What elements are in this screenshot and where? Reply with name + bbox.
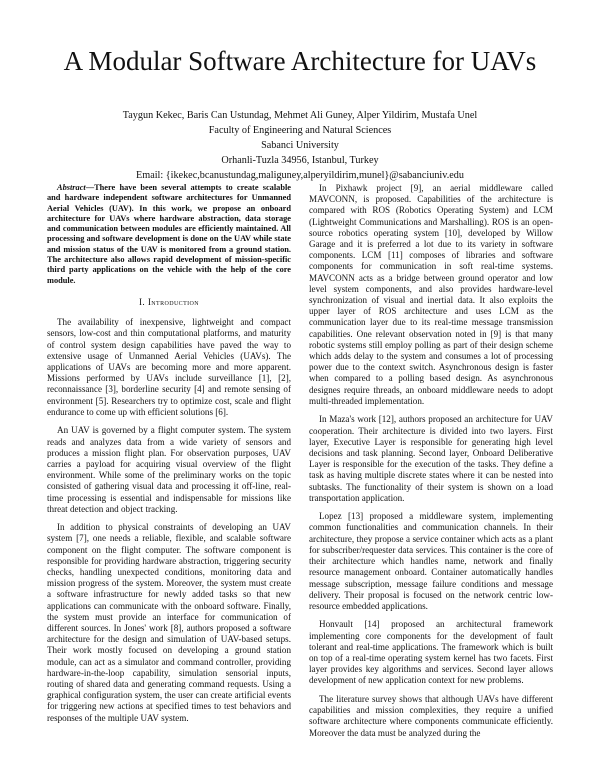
section-heading: I. Introduction — [138, 296, 200, 307]
paragraph: In Pixhawk project [9], an aerial middleware called MAVCONN, is proposed. Capabilities of the architecture is compared with ROS (Robotics Operating System) and LCM (Lightweight Communications and Marshalling). ROS is an open-source robotics operating system [10], developed by Willow Garage and it is preferred a lot due to its variety in software components. LCM [11] composes of libraries and software components for communication in soft real-time systems. MAVCONN acts as a bridge between ground operator and low level system components, and also provides hardware-level synchronization of visual and inertial data. It also exploits the upper layer of ROS architecture and uses LCM as the communication layer due to its real-time message transmission capabilities. One relevant observation noted in [9] is that many robotic systems still employ polling as part of their design scheme which adds delay to the system and consumes a lot of processing power due to the context switch. Asynchronous design is faster when compared to a polling based design. As asynchronous designes require threads, an onboard middleware needs to adopt multi-threaded implementation. — [309, 183, 553, 406]
abstract — [47, 183, 291, 286]
paragraph: Lopez [13] proposed a middleware system, implementing common functionalities and communication channels. In their architecture, they propose a service container which acts as a plant for subscriber/requester data services. This container is the core of their architecture which handles name, network and finally resource management onboard. Container automatically handles message subscription, message failure conditions and message delivery. Their proposal is focused on the network centric low-resource embedded applications. — [309, 511, 553, 611]
paragraph: Honvault [14] proposed an architectural framework implementing core components for the development of fault tolerant and real-time applications. The framework which is built on top of a real-time operating system kernel has two facets. First layer provides key algorithms and services. Second layer allows development of new application context for new problems. — [309, 619, 553, 686]
abstract-label: Abstract — [57, 183, 86, 192]
left-column — [47, 183, 291, 731]
affiliation-line: Orhanli-Tuzla 34956, Istanbul, Turkey — [221, 155, 379, 166]
paper-title: A Modular Software Architecture for UAVs — [63, 46, 537, 76]
email-line: Email: {ikekec,bcanustundag,maliguney,alperyildirim,munel}@sabanciuniv.edu — [136, 170, 464, 181]
right-column — [309, 183, 553, 746]
author-block — [0, 108, 600, 183]
paragraph: The literature survey shows that although UAVs have different capabilities and mission complexities, they require a unified software architecture where components communicate efficiently. Moreover the data must be analyzed during the — [309, 693, 553, 738]
abstract-text: —There have been several attempts to create scalable and hardware independent software architectures for Unmanned Aerial Vehicles (UAV). In this work, we propose an onboard architecture for UAVs where hardware abstraction, data storage and communication between modules are efficiently maintained. All processing and software development is done on the UAV while state and mission status of the UAV is monitored from a ground station. The architecture also allows rapid development of mission-specific third party applications on the vehicle with the help of the core module. — [47, 183, 291, 285]
paragraph: In Maza's work [12], authors proposed an architecture for UAV cooperation. Their architecture is divided into two layers. First layer, Executive Layer is responsible for generating high level decisions and task planning. Second layer, Onboard Deliberative Layer is responsible for the execution of the tasks. They define a task as having multiple discrete states where it can be nested into subtasks. The functionality of their system is shown on a load transportation application. — [309, 414, 553, 503]
affiliation-line: Faculty of Engineering and Natural Sciences — [208, 125, 392, 136]
paragraph: The availability of inexpensive, lightweight and compact sensors, low-cost and thin computational platforms, and maturity of control system design capabilities have paved the way to extensive usage of Unmanned Aerial Vehicles (UAVs). The applications of UAVs are becoming more and more apparent. Missions performed by UAVs include surveillance [1], [2], reconnaissance [3], borderline security [4] and remote sensing of environment [5]. Researchers try to optimize cost, scale and flight endurance to come up with efficient solutions [6]. — [47, 317, 291, 417]
paragraph: An UAV is governed by a flight computer system. The system reads and analyzes data from a wide variety of sensors and produces a mission flight plan. For observation purposes, UAV carries a payload for acquiring visual overview of the flight environment. While some of the preliminary works on the topic consisted of gathering visual data and processing it off-line, real-time processing is essential and indispensable for missions like threat detection and object tracking. — [47, 425, 291, 514]
paragraph: In addition to physical constraints of developing an UAV system [7], one needs a reliable, flexible, and scalable software component on the flight computer. The software component is responsible for providing hardware abstraction, triggering security checks, handling unexpected conditions, monitoring data and mission progress of the system. Moreover, the system must create a software infrastructure for newly added tasks so that new applications can communicate with the onboard software. Finally, the system must provide an interface for communication of different sources. In Jones' work [8], authors proposed a software architecture for the design and simulation of UAV-based setups. Their work mostly focused on developing a ground station module, can act as a simulator and command controller, providing hardware-in-the-loop capability, simulation sensorial inputs, routing of shared data and generating command requests. Using a graphical configuration system, the user can create artificial events for triggering new actions at specified times to test behaviors and responses of the multiple UAV system. — [47, 522, 291, 723]
author-list: Taygun Kekec, Baris Can Ustundag, Mehmet Ali Guney, Alper Yildirim, Mustafa Unel — [122, 110, 478, 121]
affiliation-line: Sabanci University — [261, 140, 339, 151]
